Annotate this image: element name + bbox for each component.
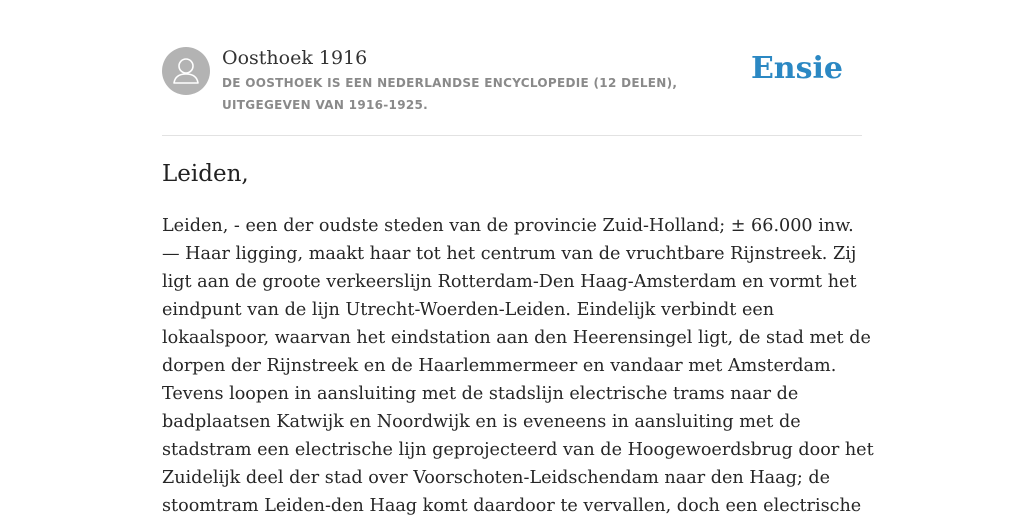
- source-description: DE OOSTHOEK IS EEN NEDERLANDSE ENCYCLOPEDIE (12 DELEN), UITGEGEVEN VAN 1916-1925.: [222, 76, 678, 112]
- entry-title: Leiden,: [162, 161, 249, 187]
- user-silhouette-icon: [162, 47, 210, 95]
- avatar[interactable]: [162, 47, 210, 95]
- page-container: [162, 0, 874, 516]
- entry-body: Leiden, - een der oudste steden van de provincie Zuid-Holland; ± 66.000 inw. — Haar ligging, maakt haar tot het centrum van de vruchtbare Rijnstreek. Zij ligt aan de groote verkeerslijn Rotterdam-Den Haag-Amsterdam en vormt het eindpunt van de lijn Utrecht-Woerden-Leiden. Eindelijk verbindt een lokaalspoor, waarvan het eindstation aan den Heerensingel ligt, de stad met de dorpen der Rijnstreek en de Haarlemmermeer en vandaar met Amsterdam. Tevens loopen in aansluiting met de stadslijn electrische trams naar de badplaatsen Katwijk en Noordwijk en is eveneens in aansluiting met de stadstram een electrische lijn geprojecteerd van de Hoogewoerdsbrug door het Zuidelijk deel der stad over Voorschoten-Leidschendam naar den Haag; de stoomtram Leiden-den Haag komt daardoor te vervallen, doch een electrische: [162, 216, 874, 516]
- source-title[interactable]: Oosthoek 1916: [222, 47, 368, 69]
- source-header: [162, 0, 862, 136]
- ensie-logo-link[interactable]: Ensie: [750, 51, 843, 86]
